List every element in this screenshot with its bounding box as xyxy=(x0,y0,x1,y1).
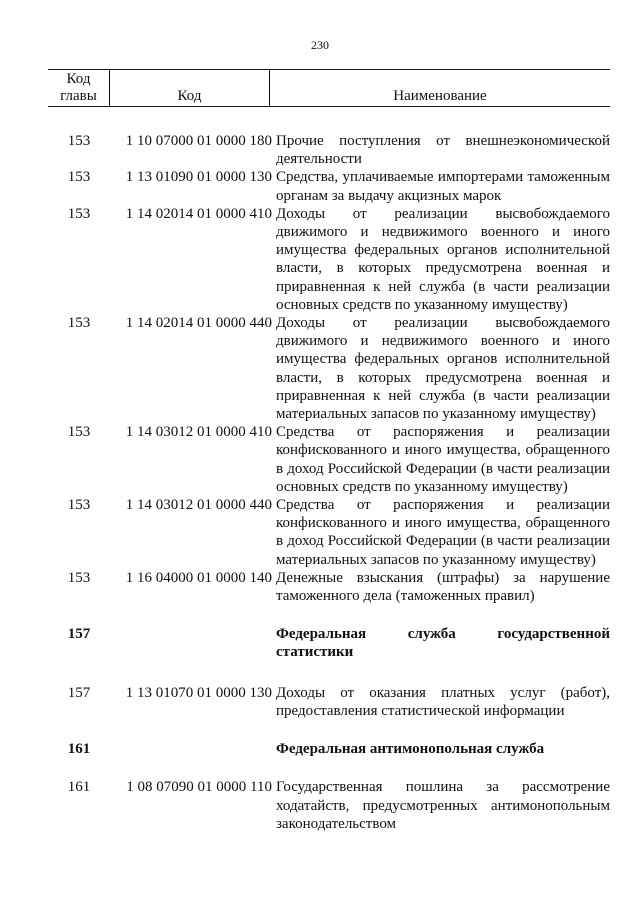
table-row xyxy=(48,205,610,314)
chapter-code-cell: 153 xyxy=(67,497,91,514)
name-cell: Федеральная служба государственной статистики xyxy=(276,626,610,661)
name-cell: Федеральная антимонопольная служба xyxy=(276,741,545,758)
header-chapter-code-line1: Код xyxy=(66,71,91,87)
budget-code-cell: 1 14 02014 01 0000 410 xyxy=(125,205,272,222)
name-cell: Доходы от реализации высвобождаемого движимого и недвижимого военного и иного имущества федеральных органов исполнительной власти, в которых предусмотрена военная и приравненная к ней служба (в части реализации материальных запасов по указанному имуществу) xyxy=(276,315,610,423)
chapter-code-cell: 153 xyxy=(67,315,91,332)
table-row xyxy=(48,569,610,605)
table-row xyxy=(48,168,610,204)
table-row xyxy=(48,314,610,423)
name-cell: Прочие поступления от внешнеэкономической деятельности xyxy=(276,133,610,168)
budget-code-cell: 1 13 01090 01 0000 130 xyxy=(125,169,272,186)
table-row xyxy=(48,423,610,496)
section-row xyxy=(48,625,610,661)
budget-code-cell: 1 10 07000 01 0000 180 xyxy=(125,133,272,149)
header-chapter-code-line2: главы xyxy=(60,88,97,104)
budget-code-cell: 1 14 02014 01 0000 440 xyxy=(125,315,272,332)
table-row xyxy=(48,496,610,569)
name-cell: Средства от распоряжения и реализации конфискованного и иного имущества, обращенного в доход Российской Федерации (в части реализации материальных запасов по указанному имуществу) xyxy=(276,497,610,568)
chapter-code-cell: 161 xyxy=(67,741,91,758)
chapter-code-cell: 161 xyxy=(67,779,91,796)
table-header xyxy=(48,69,610,107)
header-name: Наименование xyxy=(393,88,487,104)
budget-code-cell: 1 14 03012 01 0000 440 xyxy=(125,497,272,514)
chapter-code-cell: 157 xyxy=(67,626,91,643)
table-row xyxy=(48,684,610,720)
budget-code-cell: 1 14 03012 01 0000 410 xyxy=(125,424,272,441)
name-cell: Денежные взыскания (штрафы) за нарушение таможенного дела (таможенных правил) xyxy=(276,569,610,605)
name-cell: Средства от распоряжения и реализации конфискованного и иного имущества, обращенного в доход Российской Федерации (в части реализации основных средств по указанному имуществу) xyxy=(276,424,610,495)
table-row xyxy=(48,778,610,833)
name-cell: Доходы от реализации высвобождаемого движимого и недвижимого военного и иного имущества федеральных органов исполнительной власти, в которых предусмотрена военная и приравненная к ней служба (в части реализации основных средств по указанному имуществу) xyxy=(276,205,610,313)
name-cell: Средства, уплачиваемые импортерами таможенным органам за выдачу акцизных марок xyxy=(276,169,610,204)
budget-code-cell: 1 13 01070 01 0000 130 xyxy=(125,684,272,701)
header-chapter-code xyxy=(48,70,110,106)
chapter-code-cell: 153 xyxy=(67,424,91,441)
chapter-code-cell: 153 xyxy=(67,169,91,186)
budget-code-cell: 1 08 07090 01 0000 110 xyxy=(126,779,272,796)
header-code: Код xyxy=(110,70,270,106)
chapter-code-cell: 153 xyxy=(67,205,91,222)
chapter-code-cell: 157 xyxy=(67,684,91,701)
page-number: 230 xyxy=(311,38,329,52)
name-cell: Государственная пошлина за рассмотрение ходатайств, предусмотренных антимонопольным законодательством xyxy=(276,779,610,832)
chapter-code-cell: 153 xyxy=(67,569,91,586)
table-row xyxy=(48,132,610,168)
chapter-code-cell: 153 xyxy=(67,133,91,149)
section-row xyxy=(48,740,610,758)
name-cell: Доходы от оказания платных услуг (работ), предоставления статистической информации xyxy=(276,684,610,719)
budget-code-cell: 1 16 04000 01 0000 140 xyxy=(125,569,272,586)
table-body xyxy=(48,132,610,833)
